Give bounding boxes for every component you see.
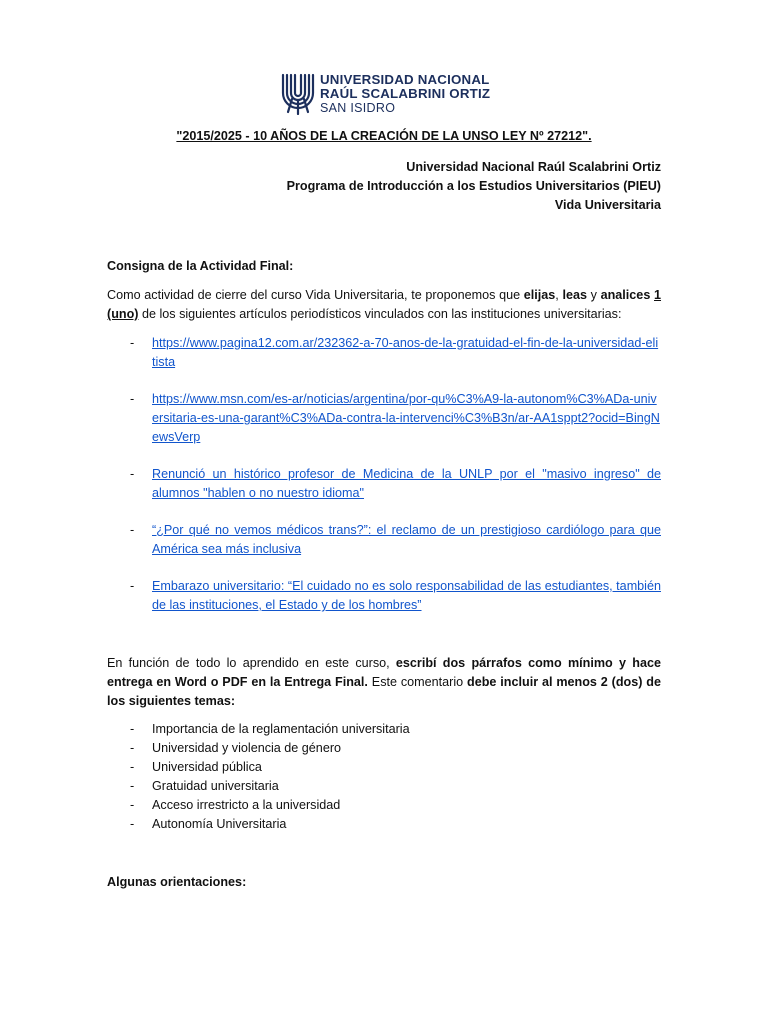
list-item xyxy=(107,465,661,503)
university-logo xyxy=(280,73,510,115)
list-item xyxy=(107,334,661,372)
list-item: - Importancia de la reglamentación universitaria xyxy=(107,720,661,739)
course-name: Vida Universitaria xyxy=(554,198,661,212)
list-item: - Universidad y violencia de género xyxy=(107,739,661,758)
list-item xyxy=(107,577,661,615)
logo-line-2: RAÚL SCALABRINI ORTIZ xyxy=(320,86,491,101)
university-emblem-icon xyxy=(280,73,316,115)
list-item: - Autonomía Universitaria xyxy=(107,815,661,834)
institution-block xyxy=(287,158,661,215)
list-item: - Universidad pública xyxy=(107,758,661,777)
list-item: - Gratuidad universitaria xyxy=(107,777,661,796)
list-item xyxy=(107,390,661,447)
activity-heading: Consigna de la Actividad Final: xyxy=(107,259,294,273)
task-paragraph: En función de todo lo aprendido en este curso, escribí dos párrafos como mínimo y hace entrega en Word o PDF en la Entrega Final. Este comentario debe incluir al menos 2 (dos) de los siguientes temas: xyxy=(107,656,662,708)
article-link-medicos-trans[interactable]: - “¿Por qué no vemos médicos trans?”: el reclamo de un prestigioso cardiólogo para que América sea más inclusiva xyxy=(152,523,661,556)
program-name: Programa de Introducción a los Estudios Universitarios (PIEU) xyxy=(286,179,661,193)
article-link-msn[interactable]: https://www.msn.com/es-ar/noticias/argentina/por-qu%C3%A9-la-autonom%C3%ADa-universitaria-es-una-garant%C3%ADa-contra-la-intervenci%C3%B3n/ar-AA1sppt2?ocid=BingNewsVerp xyxy=(152,392,660,444)
topic-list xyxy=(107,720,661,834)
logo-wordmark xyxy=(320,73,490,115)
intro-paragraph: Como actividad de cierre del curso Vida Universitaria, te proponemos que elijas, leas y analices 1 (uno) de los siguientes artículos periodísticos vinculados con las instituciones universitarias: xyxy=(107,288,662,321)
article-link-list xyxy=(107,334,661,633)
list-item: - Acceso irrestricto a la universidad xyxy=(107,796,661,815)
article-link-embarazo[interactable]: - Embarazo universitario: “El cuidado no es solo responsabilidad de las estudiantes, también de las instituciones, el Estado y de los hombres” xyxy=(152,579,661,612)
logo-line-1: UNIVERSIDAD NACIONAL xyxy=(320,72,490,87)
logo-line-3: SAN ISIDRO xyxy=(320,101,396,115)
list-item xyxy=(107,521,661,559)
institution-name: Universidad Nacional Raúl Scalabrini Ortiz xyxy=(406,160,661,174)
article-link-pagina12[interactable]: https://www.pagina12.com.ar/232362-a-70-anos-de-la-gratuidad-el-fin-de-la-universidad-elitista xyxy=(152,336,659,369)
article-link-unlp[interactable]: - Renunció un histórico profesor de Medicina de la UNLP por el "masivo ingreso" de alumnos "hablen o no nuestro idioma" xyxy=(152,467,661,500)
orientations-heading: Algunas orientaciones: xyxy=(107,875,247,889)
motto-banner: "2015/2025 - 10 AÑOS DE LA CREACIÓN DE LA UNSO LEY Nº 27212". xyxy=(176,129,592,143)
